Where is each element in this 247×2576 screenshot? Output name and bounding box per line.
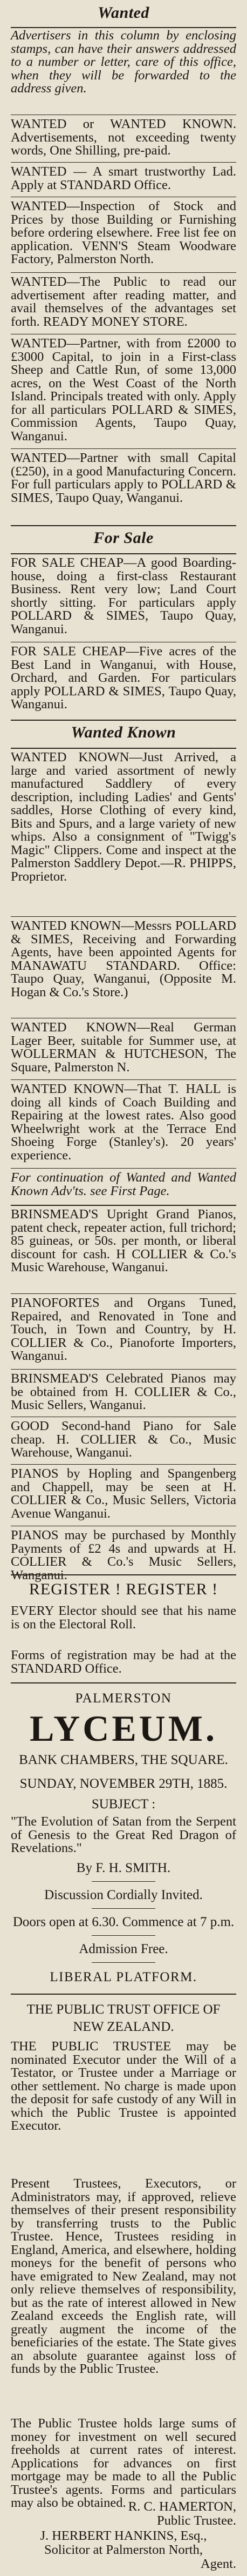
divider	[11, 1293, 236, 1294]
divider	[11, 916, 236, 917]
ad-brinsmead-grand: BRINSMEAD'S Upright Grand Pianos, patent check, repeater action, full trichord; 85 guineas, or 50s. per month, or liberal discount for cash. H COLLIER & Co.'s Music Warehouse, Wanganui.	[11, 1207, 236, 1274]
ad-pianos-hopling: PIANOS by Hopling and Spangenberg and Chappell, may be seen at H. COLLIER & Co., Music Sellers, Victoria Avenue Wanganui.	[11, 1466, 236, 1521]
public-trustee-title: Public Trustee.	[156, 2513, 236, 2528]
for-sale-heading: For Sale	[93, 529, 154, 547]
ad-partner-run: WANTED—Partner, with from £2000 to £3000 Capital, to join in a First-class Sheep and Cattle Run, of some 13,000 acres, on the West Coast of the North Island. Principals treated with only. Apply for all particulars POLLARD & SIMES, Commission Agents, Taupo Quay, Wanganui.	[11, 336, 236, 444]
ad-pollard-simes-agents: WANTED KNOWN—Messrs POLLARD & SIMES, Receiving and Forwarding Agents, have been appointed Agents for MANAWATU STANDARD. Office: Taupo Quay, Wanganui, (Opposite M. Hogan & Co.'s Store.)	[11, 918, 236, 999]
divider	[11, 1682, 236, 1683]
lyceum-subject-label: SUBJECT :	[91, 1797, 156, 1812]
ad-brinsmead-celebrated: BRINSMEAD'S Celebrated Pianos may be obtained from H. COLLIER & Co., Music Sellers, Wanganui.	[11, 1371, 236, 1412]
ad-pianofortes-tuned: PIANOFORTES and Organs Tuned, Repaired, and Renovated in Tone and Touch, in Town and Country, by H. COLLIER & Co., Pianoforte Importers, Wanganui.	[11, 1296, 236, 1363]
agent-role: Agent.	[201, 2557, 236, 2571]
ad-lager-beer: WANTED KNOWN—Real German Lager Beer, suitable for Summer use, at WOLLERMAN & HUTCHESON, The Square, Palmerston N.	[11, 1020, 236, 1075]
ad-wanted-lad: WANTED — A smart trustworthy Lad. Apply at STANDARD Office.	[11, 164, 236, 192]
public-trust-heading: THE PUBLIC TRUST OFFICE OF NEW ZEALAND.	[26, 2002, 221, 2034]
public-trust-body-2: Present Trustees, Executors, or Administrators may, if approved, relieve themselves of their present responsibility by transferring trusts to the Public Trustee. Hence, Trustees residing in England, America, and elsewhere, holding moneys for the benefit of persons who have emigrated to New Zealand, may not only relieve themselves of responsibility, but as the rate of interest allowed in New Zealand exceeds the English rate, will greatly augment the income of the beneficiaries of the estate. The State gives an absolute guarantee against loss of funds by the Public Trustee.	[11, 2176, 236, 2376]
divider	[11, 1205, 236, 1206]
divider	[11, 272, 236, 273]
divider	[11, 748, 236, 749]
wanted-heading: Wanted	[98, 4, 149, 22]
agent-title: Solicitor at Palmerston North,	[44, 2543, 203, 2557]
divider	[11, 1574, 236, 1575]
divider	[11, 1994, 236, 1995]
divider	[11, 1369, 236, 1370]
divider	[11, 553, 236, 554]
divider	[92, 1908, 155, 1909]
lyceum-times: Doors open at 6.30. Commence at 7 p.m.	[12, 1915, 235, 1929]
divider	[92, 1935, 155, 1936]
ad-coach-building: WANTED KNOWN—That T. HALL is doing all kinds of Coach Building and Repairing at the lowest rates. Also good Wheelwright work at the Terrace End Shoeing Forge (Stanley's). 20 years' experience.	[11, 1082, 236, 1163]
divider	[92, 1962, 155, 1963]
ad-partner-manufacturing: WANTED—Partner with small Capital (£250), in a good Manufacturing Concern. For full particulars apply to POLLARD & SIMES, Taupo Quay, Wanganui.	[11, 451, 236, 505]
divider	[11, 1464, 236, 1465]
divider	[11, 1168, 236, 1169]
divider	[11, 1079, 236, 1080]
lyceum-date: SUNDAY, NOVEMBER 29TH, 1885.	[19, 1776, 228, 1791]
public-trust-body-3: The Public Trustee holds large sums of money for investment on well secured freeholds at current rates of interest. Applications for advances on first mortgage may be made to all the Public Trustee's agents. Forms and particulars may also be obtained.	[11, 2416, 236, 2510]
lyceum-subject: "The Evolution of Satan from the Serpent of Genesis to the Great Red Dragon of Revelations."	[11, 1814, 236, 1855]
lyceum-town: PALMERSTON	[75, 1691, 172, 1706]
ad-wanted-rates: WANTED or WANTED KNOWN. Advertisements, not exceeding twenty words, One Shilling, pre-paid.	[11, 117, 236, 158]
ad-boarding-house: FOR SALE CHEAP—A good Boarding-house, doing a first-class Restaurant Business. Rent very low; Land Court shortly sitting. For particulars apply POLLARD & SIMES, Taupo Quay, Wanganui.	[11, 555, 236, 636]
ad-ready-money-store: WANTED—The Public to read our advertisement after reading matter, and avail themselves of the advantages set forth. READY MONEY STORE.	[11, 274, 236, 329]
lyceum-title: LYCEUM.	[30, 1708, 217, 1749]
lyceum-discussion: Discussion Cordially Invited.	[44, 1888, 203, 1902]
divider	[92, 1881, 155, 1882]
lyceum-admission: Admission Free.	[79, 1942, 168, 1956]
liberal-platform: LIBERAL PLATFORM.	[50, 1970, 197, 1984]
divider	[11, 448, 236, 449]
ad-secondhand-piano: GOOD Second-hand Piano for Sale cheap. H. COLLIER & Co., Music Warehouse, Wanganui.	[11, 1419, 236, 1460]
public-trustee-signature: R. C. HAMERTON,	[128, 2499, 236, 2514]
agent-name: J. HERBERT HANKINS, Esq.,	[40, 2528, 207, 2543]
public-trust-body: THE PUBLIC TRUSTEE may be nominated Executor under the Will of a Testator, or Trustee under a Marriage or other settlement. No charge is made upon the deposit for safe custody of any Will in which the Public Trustee is appointed Executor.	[11, 2039, 236, 2133]
register-heading: REGISTER ! REGISTER !	[29, 1580, 218, 1598]
ad-saddlery-depot: WANTED KNOWN—Just Arrived, a large and varied assortment of newly manufactured Saddlery of every description, including Ladies' and Gents' saddles, Horse Clothing of every kind, Bits and Spurs, and a large variety of new whips. Also a consignment of "Twigg's Magic" Clippers. Come and inspect at the Palmerston Saddlery Depot.—R. PHIPPS, Proprietor.	[11, 750, 236, 884]
advertiser-notice: Advertisers in this column by enclosing stamps, can have their answers addressed to a number or letter, care of this office, when they will be forwarded to the address given.	[11, 28, 236, 96]
lyceum-speaker: By F. H. SMITH.	[76, 1861, 171, 1875]
divider	[11, 720, 236, 721]
wanted-known-heading: Wanted Known	[71, 723, 176, 741]
ad-five-acres: FOR SALE CHEAP—Five acres of the Best Land in Wanganui, with House, Orchard, and Garden. For particulars apply POLLARD & SIMES, Taupo Quay, Wanganui.	[11, 644, 236, 712]
register-body: EVERY Elector should see that his name is on the Electoral Roll.	[11, 1604, 236, 1632]
divider	[11, 162, 236, 163]
lyceum-place: BANK CHAMBERS, THE SQUARE.	[19, 1753, 228, 1767]
register-forms: Forms of registration may be had at the STANDARD Office.	[11, 1648, 236, 1676]
ad-pianos-monthly: PIANOS may be purchased by Monthly Payments of £2 4s and upwards at H. COLLIER & Co.'s Music Sellers, Wanganui.	[11, 1528, 236, 1582]
divider	[11, 525, 236, 526]
ad-venns-factory: WANTED—Inspection of Stock and Prices by those Building or Furnishing before ordering elsewhere. Free list fee on application. VENN'S Steam Woodware Factory, Palmerston North.	[11, 199, 236, 266]
continuation-note: For continuation of Wanted and Wanted Known Adv'ts. see First Page.	[11, 1170, 236, 1198]
